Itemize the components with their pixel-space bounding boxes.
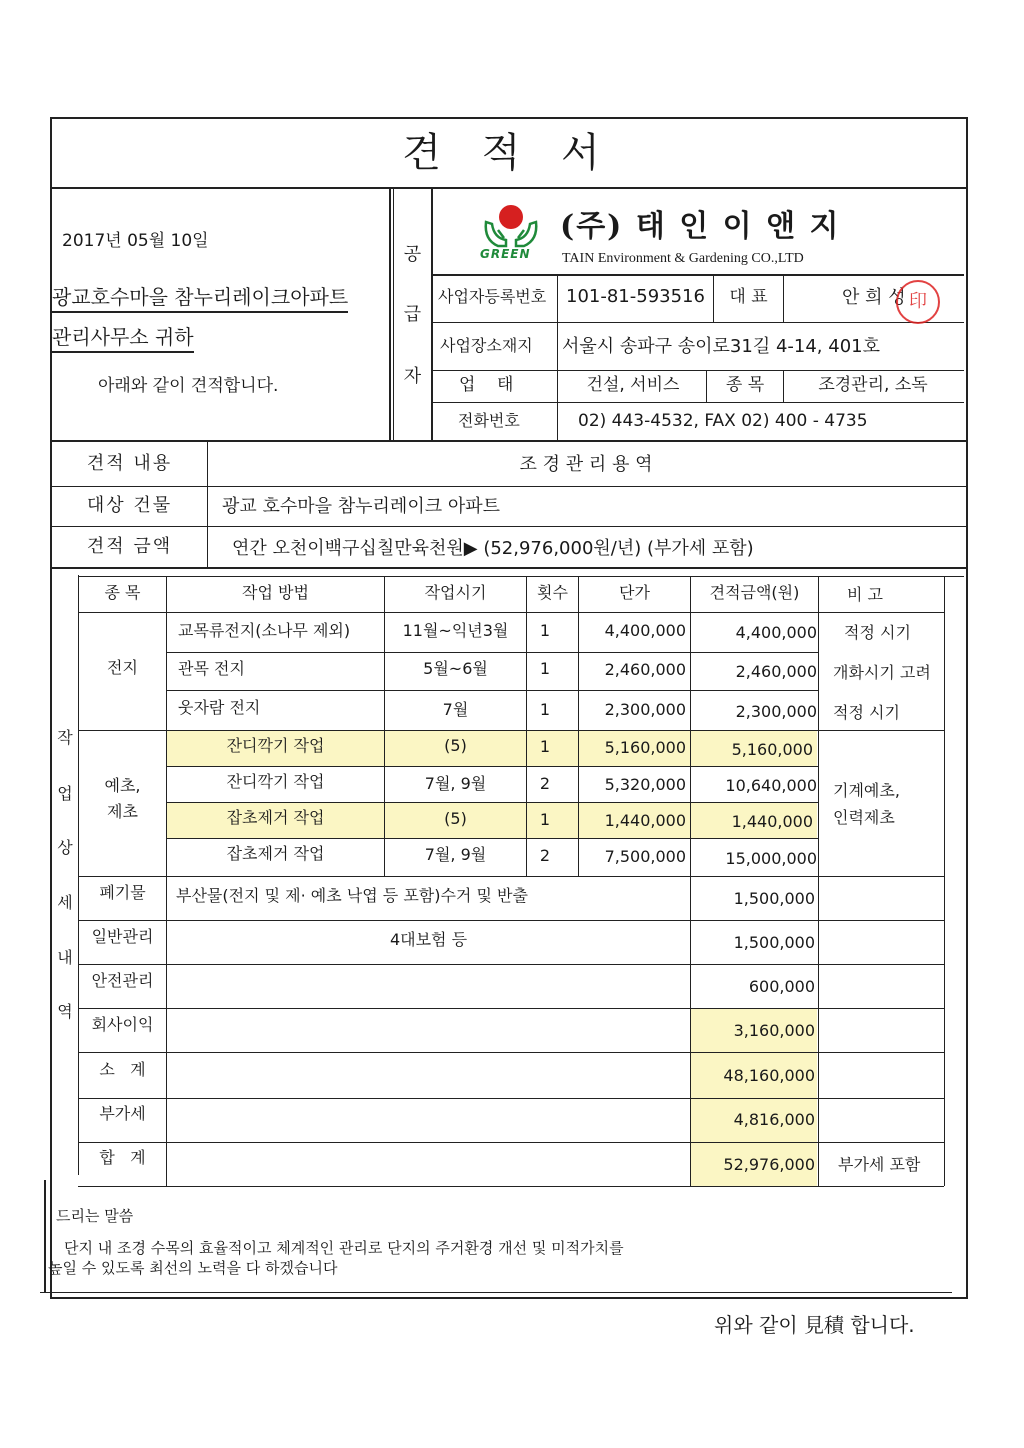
biz-label: 업 태 <box>459 375 514 395</box>
side-label-3: 상 <box>57 838 73 857</box>
extra4-amount: 3,160,000 <box>733 1021 815 1040</box>
row2-unit: 2,460,000 <box>604 660 686 679</box>
content-value: 조 경 관 리 용 역 <box>519 454 653 475</box>
group-mow-1: 예초, <box>104 776 141 795</box>
amount-label: 견적 금액 <box>86 536 173 557</box>
row7-count: 2 <box>539 846 551 865</box>
type-label: 종 목 <box>725 375 765 395</box>
row1-method: 교목류전지(소나무 제외) <box>178 621 351 640</box>
row2-method: 관목 전지 <box>178 659 245 678</box>
total-amount: 52,976,000 <box>723 1155 815 1174</box>
row6-unit: 1,440,000 <box>604 811 686 830</box>
rep-label: 대 표 <box>729 287 768 307</box>
header-method: 작업 방법 <box>242 583 309 602</box>
company-seal <box>896 280 940 324</box>
tel-label: 전화번호 <box>458 411 520 430</box>
row7-period: 7월, 9월 <box>424 845 487 864</box>
biz-value: 건설, 서비스 <box>586 375 680 395</box>
extra1-amount: 1,500,000 <box>733 889 815 908</box>
closing-line2: 높일 수 있도록 최선의 노력을 다 하겠습니다 <box>48 1259 338 1277</box>
vat-amount: 4,816,000 <box>733 1110 815 1129</box>
extra2-desc: 4대보험 등 <box>389 930 468 949</box>
logo-text: GREEN <box>480 247 531 261</box>
closing-line1: 단지 내 조경 수목의 효율적이고 체계적인 관리로 단지의 주거환경 개선 및 미적가치를 <box>64 1239 624 1257</box>
vat-label: 부가세 <box>99 1104 146 1123</box>
mow-note-2: 인력제초 <box>833 808 895 827</box>
row5-method: 잔디깍기 작업 <box>226 772 325 791</box>
total-label: 합 계 <box>99 1148 146 1167</box>
closing-final: 위와 같이 見積 합니다. <box>714 1313 915 1337</box>
recipient-line2 <box>52 327 194 347</box>
row3-method: 웃자람 전지 <box>178 698 261 717</box>
row4-unit: 5,160,000 <box>604 738 686 757</box>
recipient-name: 광교호수마을 참누리레이크아파트 <box>52 285 348 313</box>
row4-amount: 5,160,000 <box>731 740 813 759</box>
seal-icon: 印 <box>909 291 927 312</box>
supplier-label-2: 급 <box>403 304 422 325</box>
side-label-2: 업 <box>57 784 73 803</box>
header-unit-price: 단가 <box>619 583 650 602</box>
content-label: 견적 내용 <box>86 453 173 474</box>
addr-label: 사업장소재지 <box>440 336 533 355</box>
target-value: 광교 호수마을 참누리레이크 아파트 <box>222 496 500 517</box>
header-amount: 견적금액(원) <box>709 583 800 602</box>
extra1-label: 폐기물 <box>99 883 146 902</box>
company-name: (주) 태 인 이 앤 지 <box>560 209 841 244</box>
type-value: 조경관리, 소독 <box>818 375 928 395</box>
row3-period: 7월 <box>442 700 469 719</box>
header-note: 비 고 <box>847 585 883 604</box>
recipient-line1 <box>52 287 348 307</box>
supplier-label-1: 공 <box>403 244 422 265</box>
row2-count: 1 <box>539 659 551 678</box>
company-english-name: TAIN Environment & Gardening CO.,LTD <box>562 251 804 266</box>
row3-unit: 2,300,000 <box>604 700 686 719</box>
row1-amount: 4,400,000 <box>735 623 817 642</box>
header-period: 작업시기 <box>424 583 487 602</box>
row1-unit: 4,400,000 <box>604 621 686 640</box>
amount-value: 연간 오천이백구십칠만육천원▶ (52,976,000원/년) (부가세 포함) <box>232 538 754 559</box>
reg-label: 사업자등록번호 <box>438 287 547 306</box>
addr-value: 서울시 송파구 송이로31길 4-14, 401호 <box>562 336 880 357</box>
supplier-label-3: 자 <box>403 366 422 387</box>
header-count: 횟수 <box>537 583 568 602</box>
row2-note: 개화시기 고려 <box>833 663 931 682</box>
row5-period: 7월, 9월 <box>424 774 487 793</box>
side-label-6: 역 <box>57 1002 73 1021</box>
rep-value: 안 희 성 <box>842 287 906 308</box>
row1-period: 11월~익년3월 <box>402 621 509 640</box>
total-note: 부가세 포함 <box>838 1155 921 1174</box>
document-title: 견 적 서 <box>402 130 614 176</box>
tel-value: 02) 443-4532, FAX 02) 400 - 4735 <box>578 411 868 431</box>
side-label-5: 내 <box>57 948 73 967</box>
row7-amount: 15,000,000 <box>725 849 817 868</box>
extra3-label: 안전관리 <box>91 971 154 990</box>
group-mow-2: 제초 <box>107 802 138 821</box>
target-label: 대상 건물 <box>86 495 173 516</box>
extra1-desc: 부산물(전지 및 제· 예초 낙엽 등 포함)수거 및 반출 <box>176 886 528 905</box>
reg-value: 101-81-593516 <box>566 286 705 307</box>
row2-amount: 2,460,000 <box>735 662 817 681</box>
recipient-suffix: 관리사무소 귀하 <box>52 325 194 353</box>
row6-period: (5) <box>444 809 467 828</box>
extra4-label: 회사이익 <box>91 1015 154 1034</box>
row6-count: 1 <box>539 810 551 829</box>
row7-unit: 7,500,000 <box>604 847 686 866</box>
row4-method: 잔디깍기 작업 <box>226 736 325 755</box>
intro-text: 아래와 같이 견적합니다. <box>98 376 279 396</box>
side-label-1: 작 <box>57 728 73 747</box>
row5-amount: 10,640,000 <box>725 776 817 795</box>
extra3-amount: 600,000 <box>748 977 815 996</box>
header-category: 종 목 <box>104 583 141 602</box>
row6-amount: 1,440,000 <box>731 812 813 831</box>
date: 2017년 05월 10일 <box>62 231 209 251</box>
row6-method: 잡초제거 작업 <box>226 808 325 827</box>
row7-method: 잡초제거 작업 <box>226 844 325 863</box>
row5-count: 2 <box>539 774 551 793</box>
mow-note-1: 기계예초, <box>833 781 900 800</box>
extra2-label: 일반관리 <box>91 927 154 946</box>
row1-note: 적정 시기 <box>844 623 911 642</box>
row5-unit: 5,320,000 <box>604 775 686 794</box>
group-prune: 전지 <box>107 658 138 677</box>
row4-period: (5) <box>444 736 467 755</box>
row2-period: 5월~6월 <box>423 659 488 678</box>
subtotal-amount: 48,160,000 <box>723 1066 815 1085</box>
closing-heading: 드리는 말씀 <box>56 1207 134 1225</box>
side-label-4: 세 <box>57 893 73 912</box>
row3-note: 적정 시기 <box>833 703 900 722</box>
row3-amount: 2,300,000 <box>735 702 817 721</box>
row3-count: 1 <box>539 700 551 719</box>
row1-count: 1 <box>539 621 551 640</box>
subtotal-label: 소 계 <box>99 1060 146 1079</box>
extra2-amount: 1,500,000 <box>733 933 815 952</box>
row4-count: 1 <box>539 737 551 756</box>
